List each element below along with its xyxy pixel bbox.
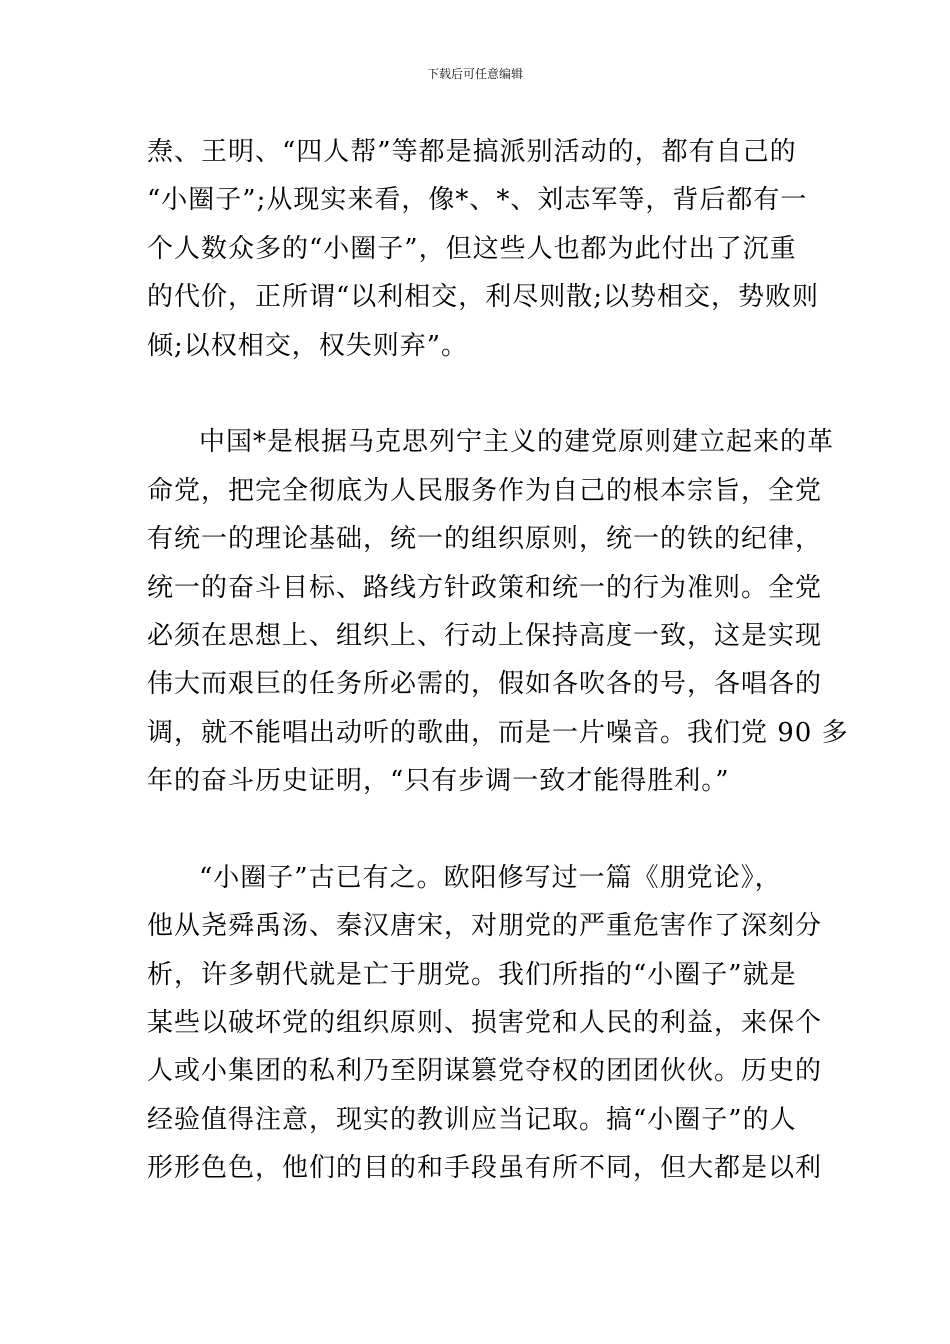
text-line: “小圈子”;从现实来看，像*、*、刘志军等，背后都有一 [147,185,808,216]
text-line: 析，许多朝代就是亡于朋党。我们所指的“小圈子”就是 [147,959,797,990]
text-line: 形形色色，他们的目的和手段虽有所不同，但大都是以利 [147,1153,823,1184]
text-line: 调，就不能唱出动听的歌曲，而是一片噪音。我们党 90 多 [147,717,849,748]
text-line: 他从尧舜禹汤、秦汉唐宋，对朋党的严重危害作了深刻分 [147,911,823,942]
paragraph-gap [147,370,807,418]
text-line: 个人数众多的“小圈子”，但这些人也都为此付出了沉重 [147,233,797,264]
text-line: 中国*是根据马克思列宁主义的建党原则建立起来的革 [199,427,835,458]
text-line: “小圈子”古已有之。欧阳修写过一篇《朋党论》， [199,862,782,893]
paragraph-2 [147,418,849,805]
text-line: 焘、王明、“四人帮”等都是搞派别活动的，都有自己的 [147,137,797,167]
text-line: 统一的奋斗目标、路线方针政策和统一的行为准则。全党 [147,572,823,603]
text-line: 伟大而艰巨的任务所必需的，假如各吹各的号，各唱各的 [147,669,823,700]
paragraph-gap [147,805,807,853]
paragraph-3 [147,854,823,1193]
text-line: 倾;以权相交，权失则弃”。 [147,330,469,361]
page-header-note: 下载后可任意编辑 [426,67,523,81]
paragraph-1 [147,128,820,370]
text-line: 有统一的理论基础，统一的组织原则，统一的铁的纪律， [147,524,823,555]
text-line: 经验值得注意，现实的教训应当记取。搞“小圈子”的人 [147,1104,797,1135]
text-line: 某些以破坏党的组织原则、损害党和人民的利益，来保个 [147,1008,823,1039]
text-line: 必须在思想上、组织上、行动上保持高度一致，这是实现 [147,620,823,651]
text-line: 人或小集团的私利乃至阴谋篡党夺权的团团伙伙。历史的 [147,1056,823,1087]
text-line: 的代价，正所谓“以利相交，利尽则散;以势相交，势败则 [147,282,820,313]
text-line: 年的奋斗历史证明，“只有步调一致才能得胜利。” [147,766,730,797]
text-line: 命党，把完全彻底为人民服务作为自己的根本宗旨，全党 [147,475,823,506]
document-body [147,128,849,1193]
